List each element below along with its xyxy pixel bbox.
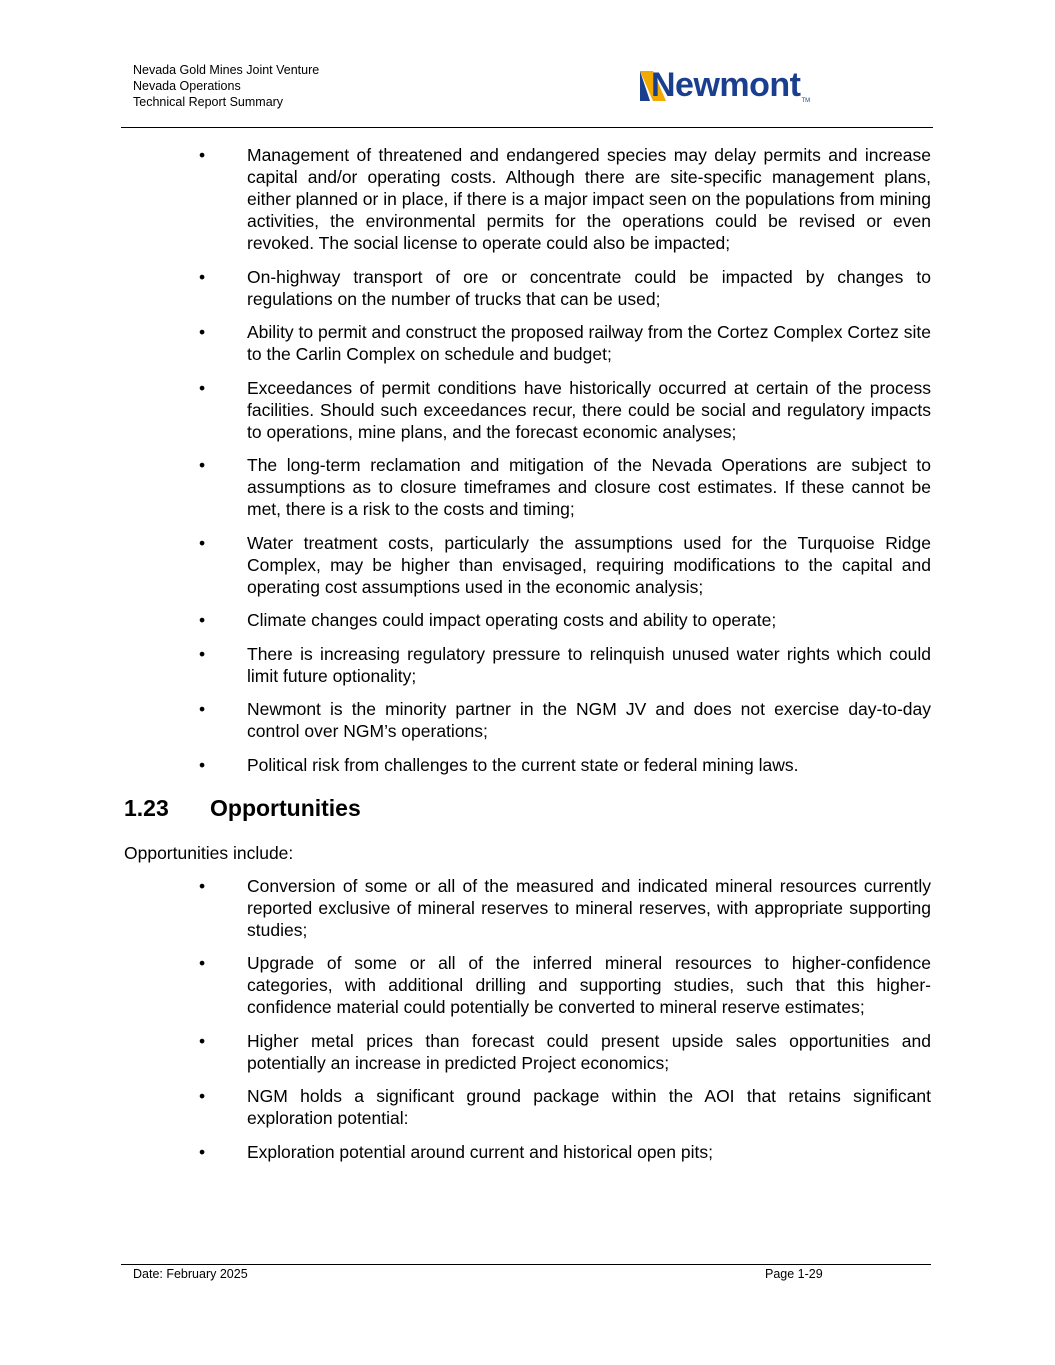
bullet-icon: •: [199, 1141, 206, 1162]
header-line-operations: Nevada Operations: [133, 79, 241, 93]
section-number: 1.23: [124, 794, 169, 821]
intro-paragraph: Opportunities include:: [124, 842, 294, 863]
footer-divider: [121, 1264, 931, 1265]
bullet-icon: •: [199, 266, 206, 287]
list-item: • Ability to permit and construct the proposed railway from the Cortez Complex Cortez site to the Carlin Complex on schedule and budget;: [199, 322, 931, 364]
bullet-icon: •: [199, 1030, 206, 1051]
header-line-company: Nevada Gold Mines Joint Venture: [133, 63, 320, 77]
risk-list: [0, 144, 1055, 776]
header-line-report: Technical Report Summary: [133, 95, 284, 109]
list-item: • Conversion of some or all of the measured and indicated mineral resources currently reported exclusive of mineral reserves to mineral reserves, with appropriate supporting studies;: [199, 875, 931, 940]
bullet-icon: •: [199, 1086, 206, 1106]
logo-trademark: TM: [801, 98, 811, 104]
bullet-icon: •: [199, 643, 206, 664]
list-item: • Exceedances of permit conditions have historically occurred at certain of the process facilities. Should such exceedances recur, there could be social and regulatory impacts to operations, mine plans, and the forecast economic analyses;: [199, 377, 931, 442]
footer-date: Date: February 2025: [133, 1267, 248, 1281]
list-item: • Higher metal prices than forecast could present upside sales opportunities and potentially an increase in predicted Project economics;: [199, 1030, 931, 1073]
footer-page-number: Page 1-29: [765, 1267, 823, 1281]
list-item: • The long-term reclamation and mitigation of the Nevada Operations are subject to assumptions as to closure timeframes and closure cost estimates. If these cannot be met, there is a risk to the costs and timing;: [199, 455, 931, 519]
bullet-icon: •: [199, 610, 206, 630]
header-divider: [121, 127, 933, 128]
section-heading: [124, 793, 1055, 823]
list-item: • On-highway transport of ore or concentrate could be impacted by changes to regulations on the number of trucks that can be used;: [199, 266, 931, 309]
list-item: • There is increasing regulatory pressure to relinquish unused water rights which could limit future optionality;: [199, 643, 931, 686]
bullet-icon: •: [199, 532, 206, 553]
list-item: • Water treatment costs, particularly the assumptions used for the Turquoise Ridge Complex, may be higher than envisaged, requiring modifications to the capital and operating cost assumptions used in the economic analysis;: [199, 532, 931, 597]
page-body: [0, 144, 1055, 1174]
document-header: [133, 62, 319, 110]
bullet-icon: •: [199, 145, 206, 165]
opportunity-list: [0, 875, 1055, 1163]
bullet-icon: •: [199, 377, 206, 398]
logo-wordmark: Newmont: [651, 66, 801, 104]
bullet-icon: •: [199, 455, 206, 475]
bullet-icon: •: [199, 875, 206, 896]
bullet-icon: •: [199, 699, 206, 719]
bullet-icon: •: [199, 953, 206, 973]
list-item: • Climate changes could impact operating costs and ability to operate;: [199, 610, 777, 630]
newmont-logo: [640, 66, 810, 104]
list-item: • Upgrade of some or all of the inferred mineral resources to higher-confidence categories, with additional drilling and supporting studies, such that this higher-confidence material could potentially be converted to mineral reserve estimates;: [199, 953, 931, 1017]
bullet-icon: •: [199, 322, 206, 342]
bullet-icon: •: [199, 754, 206, 775]
list-item: • Political risk from challenges to the current state or federal mining laws.: [199, 754, 799, 775]
list-item: • Newmont is the minority partner in the NGM JV and does not exercise day-to-day control over NGM’s operations;: [199, 699, 931, 741]
list-item: • NGM holds a significant ground package within the AOI that retains significant exploration potential:: [199, 1086, 931, 1128]
section-title: Opportunities: [210, 794, 361, 821]
list-item: • Management of threatened and endangered species may delay permits and increase capital and/or operating costs. Although there are site-specific management plans, either planned or in place, if there is a major impact seen on the populations from mining activities, the environmental permits for the operations could be revised or even revoked. The social license to operate could also be impacted;: [199, 145, 931, 253]
list-item: • Exploration potential around current and historical open pits;: [199, 1141, 713, 1162]
